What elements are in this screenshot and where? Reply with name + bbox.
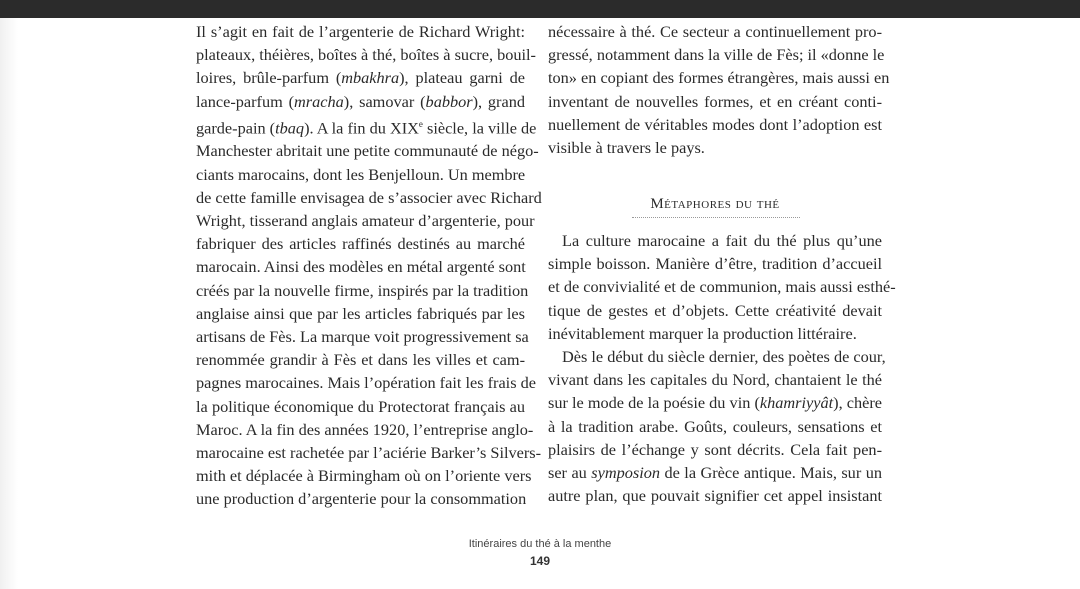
text-line: simple boisson. Manière d’être, tradition d’accueil [548, 254, 882, 274]
text-line: Dès le début du siècle dernier, des poètes de cour, [562, 347, 886, 367]
text-line: mith et déplacée à Birmingham où on l’oriente vers [196, 466, 532, 486]
text-line: ton» en copiant des formes étrangères, mais aussi en [548, 68, 890, 88]
text-line: autre plan, que pouvait signifier cet appel insistant [548, 486, 882, 506]
text-line: pagnes marocaines. Mais l’opération fait les frais de [196, 373, 536, 393]
text-line: plateaux, théières, boîtes à thé, boîtes à sucre, bouil- [196, 45, 536, 65]
text-line: La culture marocaine a fait du thé plus qu’une [562, 231, 882, 250]
text-line: une production d’argenterie pour la consommation [196, 489, 527, 509]
text-line: à la tradition arabe. Goûts, couleurs, sensations et [548, 416, 882, 436]
text-line: loires, brûle-parfum (mbakhra), plateau garni de [196, 68, 525, 88]
text-line: ciants marocains, dont les Benjelloun. Un membre [196, 164, 526, 184]
text-line: garde-pain (tbaq). A la fin du XIXe siècle, la ville de [196, 118, 537, 138]
text-line: renommée grandir à Fès et dans les villes et cam- [196, 350, 525, 370]
text-line: nécessaire à thé. Ce secteur a continuellement pro- [548, 22, 882, 41]
page-edge-shadow [0, 18, 18, 589]
text-line: gressé, notamment dans la ville de Fès; il «donne le [548, 45, 885, 65]
text-line: créés par la nouvelle firme, inspirés par la tradition [196, 280, 529, 300]
text-line: inventant de nouvelles formes, et en créant conti- [548, 91, 882, 111]
text-line: Wright, tisserand anglais amateur d’argenterie, pour [196, 211, 535, 231]
text-line: plaisirs de l’échange y sont décrits. Cela fait pen- [548, 439, 882, 459]
text-line: Maroc. A la fin des années 1920, l’entreprise anglo- [196, 419, 534, 439]
text-line: lance-parfum (mracha), samovar (babbor), grand [196, 91, 525, 111]
text-line: marocain. Ainsi des modèles en métal argenté sont [196, 257, 526, 277]
text-line: tique de gestes et d’objets. Cette créativité devait [548, 300, 882, 320]
right-text-column-intro [548, 20, 890, 159]
text-line: anglaise ainsi que par les articles fabriqués par les [196, 303, 525, 323]
text-line: marocaine est rachetée par l’aciérie Barker’s Silvers- [196, 443, 542, 463]
text-line: nuellement de véritables modes dont l’adoption est [548, 114, 882, 134]
right-text-column-body [548, 229, 896, 507]
text-line: de cette famille envisagea de s’associer avec Richard [196, 187, 542, 207]
text-line: visible à travers le pays. [548, 138, 705, 158]
running-footer-title: Itinéraires du thé à la menthe [468, 538, 612, 550]
left-text-column [196, 20, 542, 511]
text-line: sur le mode de la poésie du vin (khamriyyât), chère [548, 393, 882, 413]
heading-dotted-rule [632, 217, 800, 218]
text-line: Manchester abritait une petite communauté de négo- [196, 141, 539, 161]
text-line: artisans de Fès. La marque voit progressivement sa [196, 327, 529, 347]
viewer-top-bar [0, 0, 1080, 18]
section-heading: Métaphores du thé [650, 196, 780, 212]
book-page [0, 18, 1080, 589]
text-line: Il s’agit en fait de l’argenterie de Richard Wright: [196, 22, 525, 41]
text-line: fabriquer des articles raffinés destinés au marché [196, 234, 525, 254]
text-line: et de convivialité et de communion, mais aussi esthé- [548, 277, 896, 297]
text-line: la politique économique du Protectorat français au [196, 396, 525, 416]
text-line: vivant dans les capitales du Nord, chantaient le thé [548, 370, 882, 390]
text-line: inévitablement marquer la production littéraire. [548, 323, 857, 343]
text-line: ser au symposion de la Grèce antique. Mais, sur un [548, 463, 882, 483]
page-number: 149 [529, 554, 551, 568]
